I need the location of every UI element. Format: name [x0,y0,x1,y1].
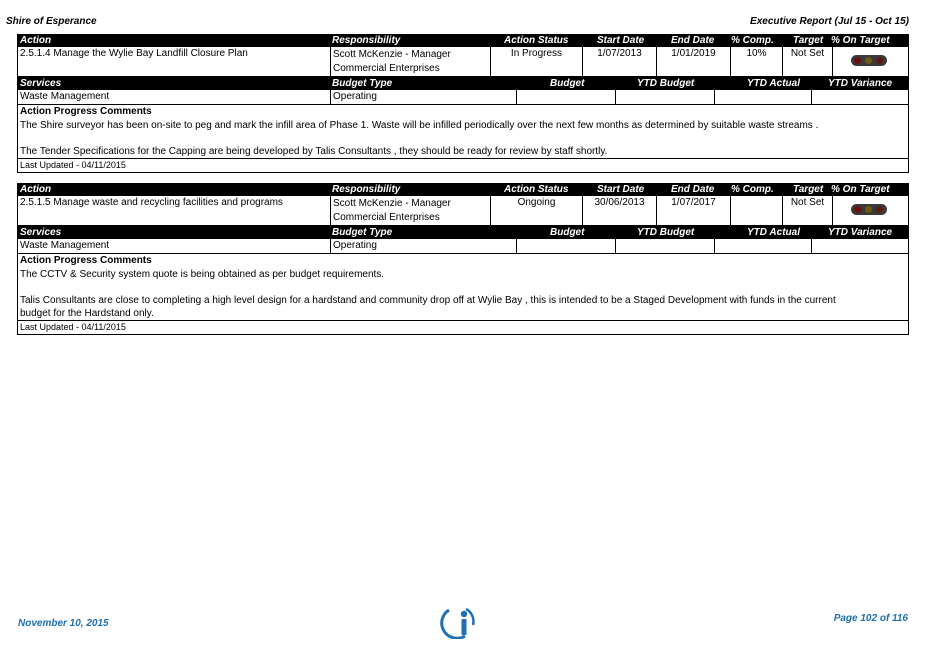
col-ytd-actual: YTD Actual [747,227,800,238]
on-target-cell [832,47,908,76]
services-header-bar [18,226,908,239]
col-responsibility: Responsibility [332,184,401,195]
col-budget-type: Budget Type [332,78,393,89]
col-services: Services [20,227,62,238]
percent-complete: 10% [730,47,782,76]
start-date: 30/06/2013 [582,196,656,225]
responsibility-line-1: Scott McKenzie - Manager [333,198,451,209]
end-date: 1/07/2017 [656,196,730,225]
responsibility-line-2: Commercial Enterprises [333,63,440,74]
on-target-cell [832,196,908,225]
target: Not Set [782,196,832,225]
col-on-target: % On Target [831,184,890,195]
col-ytd-actual: YTD Actual [747,78,800,89]
progress-comments [18,254,908,321]
traffic-light-icon [851,55,887,66]
budget-value [516,90,615,104]
col-action: Action [20,184,52,195]
progress-comments [18,105,908,159]
action-name: 2.5.1.4 Manage the Wylie Bay Landfill Closure Plan [20,48,248,59]
responsibility-line-2: Commercial Enterprises [333,212,440,223]
col-responsibility: Responsibility [332,35,401,46]
col-comp: % Comp. [731,35,774,46]
col-end-date: End Date [671,184,715,195]
comments-title: Action Progress Comments [20,106,152,117]
col-budget: Budget [550,227,585,238]
col-ytd-variance: YTD Variance [828,78,893,89]
col-end-date: End Date [671,35,715,46]
action-record-1 [17,34,909,173]
service-name: Waste Management [20,240,110,251]
ytd-budget-value [615,239,714,253]
responsibility-cell [330,47,490,76]
action-row [18,47,908,77]
start-date: 1/07/2013 [582,47,656,76]
services-row [18,239,908,254]
traffic-light-icon [851,204,887,215]
budget-type: Operating [330,90,516,104]
comment-line: Talis Consultants are close to completing a high level design for a hardstand and community drop off at Wylie Bay , this is intended to be a Staged Development with funds in the current [20,295,836,306]
last-updated: Last Updated - 04/11/2015 [20,322,126,332]
col-target: Target [793,35,824,46]
action-name: 2.5.1.5 Manage waste and recycling facilities and programs [20,197,283,208]
action-status: In Progress [490,47,582,76]
budget-value [516,239,615,253]
col-start-date: Start Date [597,35,645,46]
footer-page-number: Page 102 of 116 [833,613,908,624]
col-budget: Budget [550,78,585,89]
ytd-actual-value [714,239,811,253]
services-row [18,90,908,105]
col-ytd-budget: YTD Budget [637,227,695,238]
ytd-variance-value [811,90,908,104]
percent-complete [730,196,782,225]
col-comp: % Comp. [731,184,774,195]
comment-line: The Shire surveyor has been on-site to peg and mark the infill area of Phase 1. Waste will be infilled periodically over the next few months as determined by suitable waste streams . [20,120,819,131]
col-services: Services [20,78,62,89]
col-budget-type: Budget Type [332,227,393,238]
target: Not Set [782,47,832,76]
comments-title: Action Progress Comments [20,255,152,266]
action-record-2 [17,183,909,335]
action-status: Ongoing [490,196,582,225]
action-row [18,196,908,226]
responsibility-cell [330,196,490,225]
header-report-title: Executive Report (Jul 15 - Oct 15) [750,16,909,27]
col-target: Target [793,184,824,195]
ytd-variance-value [811,239,908,253]
col-action-status: Action Status [504,35,569,46]
ytd-budget-value [615,90,714,104]
header-org: Shire of Esperance [6,16,97,27]
action-header-bar [18,183,908,196]
col-on-target: % On Target [831,35,890,46]
budget-type: Operating [330,239,516,253]
action-header-bar [18,34,908,47]
comment-line: The CCTV & Security system quote is being obtained as per budget requirements. [20,269,385,280]
comment-line: budget for the Hardstand only. [20,308,154,319]
responsibility-line-1: Scott McKenzie - Manager [333,49,451,60]
col-action-status: Action Status [504,184,569,195]
col-start-date: Start Date [597,184,645,195]
footer-date: November 10, 2015 [18,618,109,629]
services-header-bar [18,77,908,90]
col-action: Action [20,35,52,46]
service-name: Waste Management [20,91,110,102]
info-logo-icon [440,605,478,639]
col-ytd-budget: YTD Budget [637,78,695,89]
last-updated: Last Updated - 04/11/2015 [20,160,126,170]
ytd-actual-value [714,90,811,104]
end-date: 1/01/2019 [656,47,730,76]
col-ytd-variance: YTD Variance [828,227,893,238]
comment-line: The Tender Specifications for the Capping are being developed by Talis Consultants , they should be ready for review by staff shortly. [20,146,608,157]
